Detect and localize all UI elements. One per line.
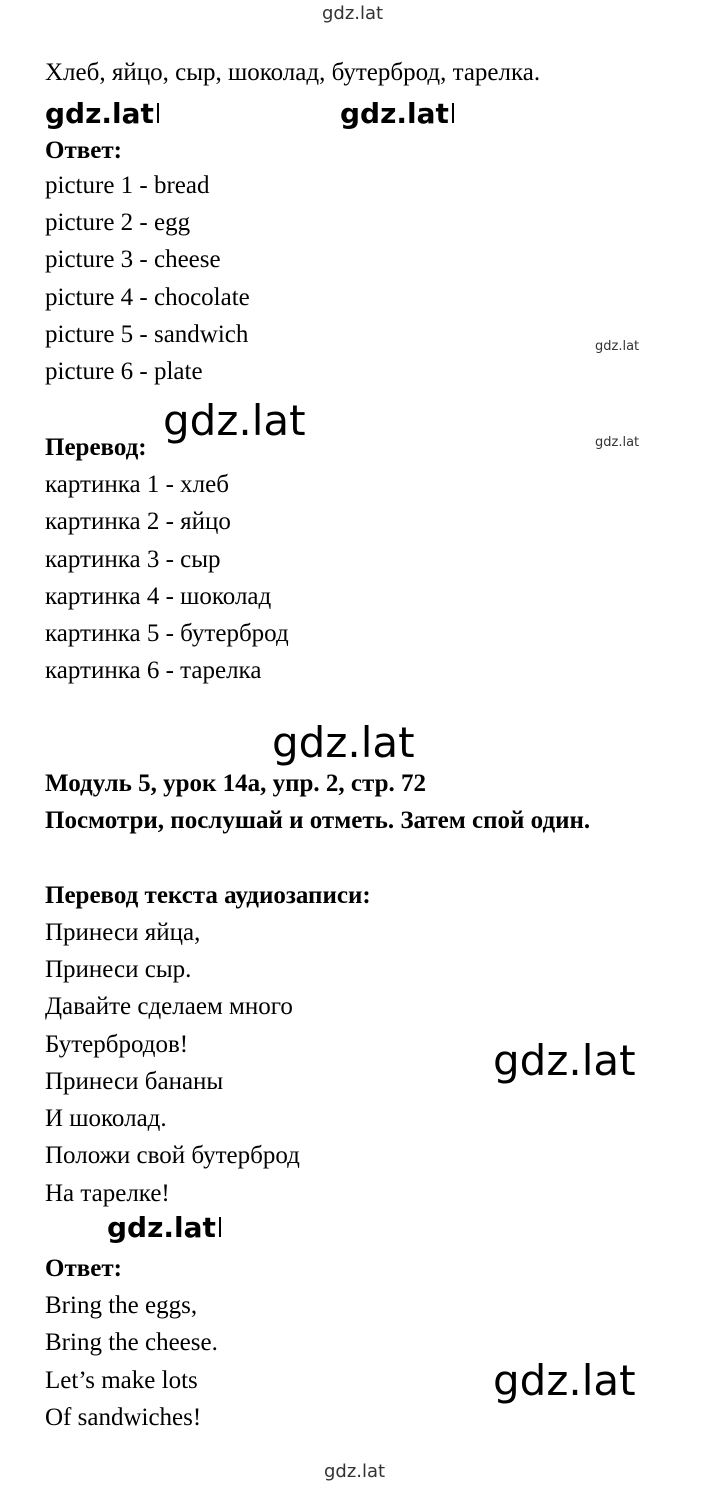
audio-line: Принеси яйца, [45,919,201,946]
translation-line: картинка 2 - яйцо [45,508,231,535]
watermark-perevod: gdz.lat [163,396,306,445]
song-line: Bring the cheese. [45,1329,218,1356]
answer-heading-2: Ответ: [45,1255,122,1282]
audio-line: И шоколад. [45,1105,167,1132]
watermark-right-mid: gdz.lat [493,1036,636,1085]
translation-line: картинка 3 - сыр [45,546,221,573]
translation-line: картинка 1 - хлеб [45,471,229,498]
vocabulary-list: Хлеб, яйцо, сыр, шоколад, бутерброд, тарелка. [45,59,541,86]
watermark-side-small-2: gdz.lat [595,435,640,450]
song-line: Of sandwiches! [45,1404,202,1431]
answer-line: picture 1 - bread [45,172,210,199]
song-line: Let’s make lots [45,1367,198,1394]
translation-heading: Перевод: [45,434,147,461]
audio-line: Бутербродов! [45,1031,189,1058]
translation-line: картинка 4 - шоколад [45,583,272,610]
exercise-instruction: Посмотри, послушай и отметь. Затем спой один. [45,807,591,834]
watermark-top: gdz.lat [322,3,384,24]
watermark-side-small-1: gdz.lat [595,339,640,354]
audio-line: Принеси бананы [45,1068,224,1095]
audio-heading: Перевод текста аудиозаписи: [45,882,371,909]
watermark-row1-left: gdz.lat [45,100,159,128]
audio-line: На тарелке! [45,1180,170,1207]
answer-heading: Ответ: [45,137,122,164]
audio-line: Принеси сыр. [45,956,192,983]
translation-line: картинка 6 - тарелка [45,657,262,684]
answer-line: picture 6 - plate [45,358,203,385]
answer-line: picture 5 - sandwich [45,321,249,348]
song-line: Bring the eggs, [45,1292,198,1319]
answer-line: picture 3 - cheese [45,246,221,273]
audio-line: Положи свой бутерброд [45,1142,300,1169]
answer-line: picture 2 - egg [45,209,191,236]
watermark-left-lower: gdz.lat [107,1214,221,1242]
answer-line: picture 4 - chocolate [45,284,250,311]
module-title: Модуль 5, урок 14a, упр. 2, стр. 72 [45,770,427,797]
watermark-right-lower: gdz.lat [493,1356,636,1405]
audio-line: Давайте сделаем много [45,993,293,1020]
watermark-bottom: gdz.lat [324,1461,386,1482]
watermark-center: gdz.lat [272,718,415,767]
translation-line: картинка 5 - бутерброд [45,620,289,647]
watermark-row1-right: gdz.lat [340,100,454,128]
